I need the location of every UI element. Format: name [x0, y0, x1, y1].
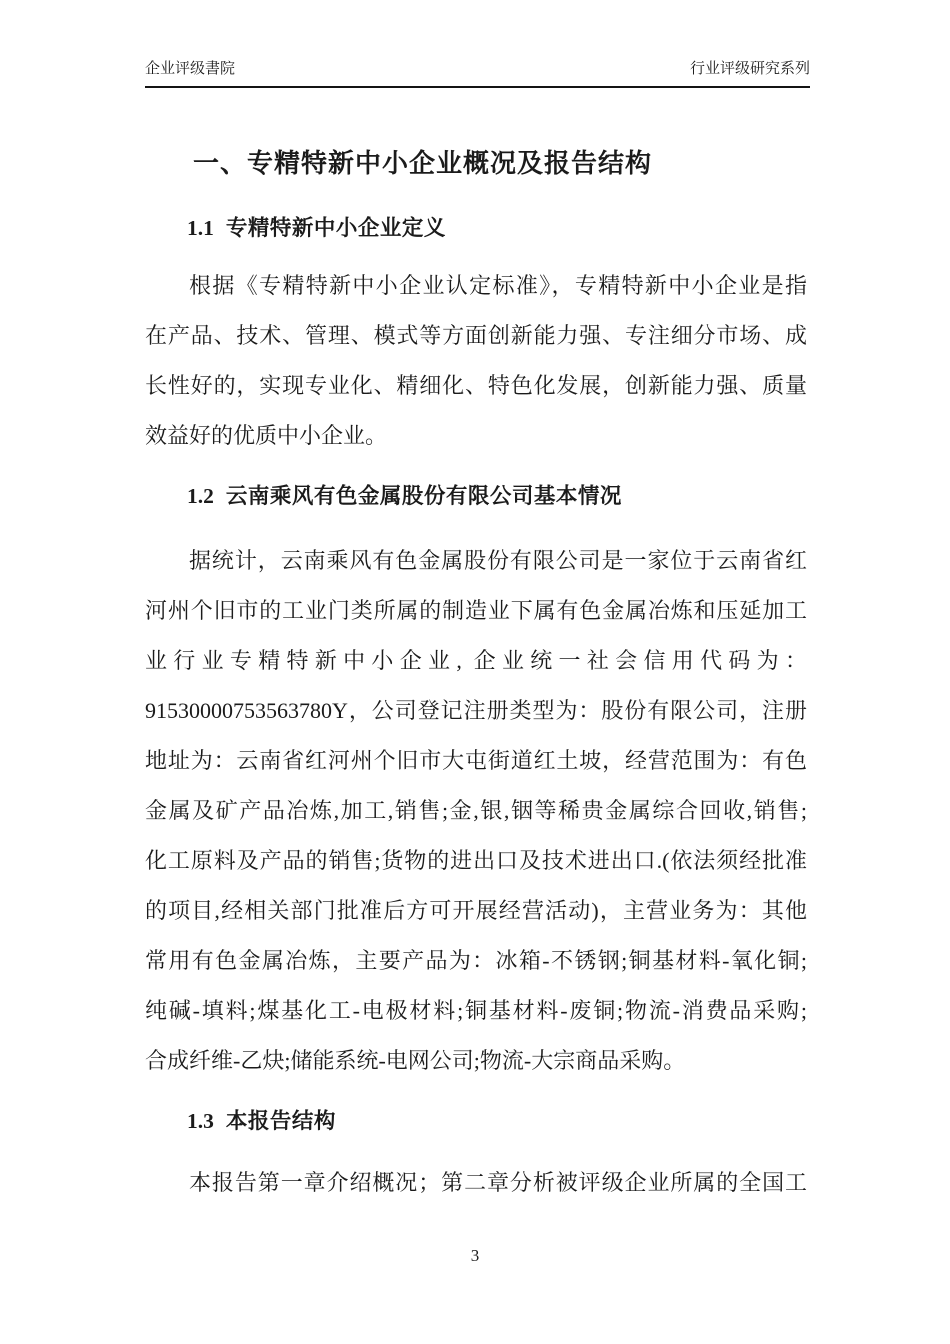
section-number: 1.3	[187, 1109, 214, 1133]
body-line: 常用有色金属冶炼，主要产品为：冰箱-不锈钢;铜基材料-氧化铜;	[145, 948, 807, 973]
header-left-text: 企业评级書院	[145, 60, 236, 77]
section-title: 云南乘风有色金属股份有限公司基本情况	[225, 484, 622, 508]
body-line: 业行业专精特新中小企业, 企业统一社会信用代码为：	[145, 648, 807, 673]
body-line: 本报告第一章介绍概况；第二章分析被评级企业所属的全国工	[189, 1170, 807, 1195]
section-heading-1-3	[187, 1105, 807, 1137]
document-body	[145, 88, 807, 1208]
section-heading-1-2	[187, 480, 807, 512]
body-line: 河州个旧市的工业门类所属的制造业下属有色金属冶炼和压延加工	[145, 598, 807, 623]
body-line: 金属及矿产品冶炼,加工,销售;金,银,铟等稀贵金属综合回收,销售;	[145, 798, 807, 823]
paragraph-1	[145, 261, 807, 461]
body-line: 纯碱-填料;煤基化工-电极材料;铜基材料-废铜;物流-消费品采购;	[145, 998, 807, 1023]
section-title: 本报告结构	[225, 1109, 336, 1133]
body-line: 在产品、技术、管理、模式等方面创新能力强、专注细分市场、成	[145, 323, 807, 348]
report-header	[145, 58, 810, 88]
body-line: 合成纤维-乙炔;储能系统-电网公司;物流-大宗商品采购。	[145, 1048, 686, 1073]
paragraph-3	[145, 1158, 807, 1208]
body-line: 效益好的优质中小企业。	[145, 423, 388, 448]
page-number: 3	[470, 1246, 480, 1265]
chapter-title: 一、专精特新中小企业概况及报告结构	[193, 148, 653, 178]
section-number: 1.1	[187, 216, 214, 240]
body-line: 长性好的，实现专业化、精细化、特色化发展，创新能力强、质量	[145, 373, 807, 398]
body-line: 根据《专精特新中小企业认定标准》，专精特新中小企业是指	[189, 273, 807, 298]
body-line: 地址为：云南省红河州个旧市大屯街道红土坡，经营范围为：有色	[145, 748, 807, 773]
section-number: 1.2	[187, 484, 214, 508]
body-line: 的项目,经相关部门批准后方可开展经营活动)，主营业务为：其他	[145, 898, 807, 923]
body-line: 化工原料及产品的销售;货物的进出口及技术进出口.(依法须经批准	[145, 848, 807, 873]
body-line: 据统计，云南乘风有色金属股份有限公司是一家位于云南省红	[189, 548, 807, 573]
section-title: 专精特新中小企业定义	[225, 216, 446, 240]
body-line: 91530000753563780Y，公司登记注册类型为：股份有限公司，注册	[145, 698, 807, 723]
paragraph-2	[145, 536, 807, 1086]
header-right-text: 行业评级研究系列	[689, 60, 810, 77]
section-heading-1-1	[187, 212, 807, 244]
